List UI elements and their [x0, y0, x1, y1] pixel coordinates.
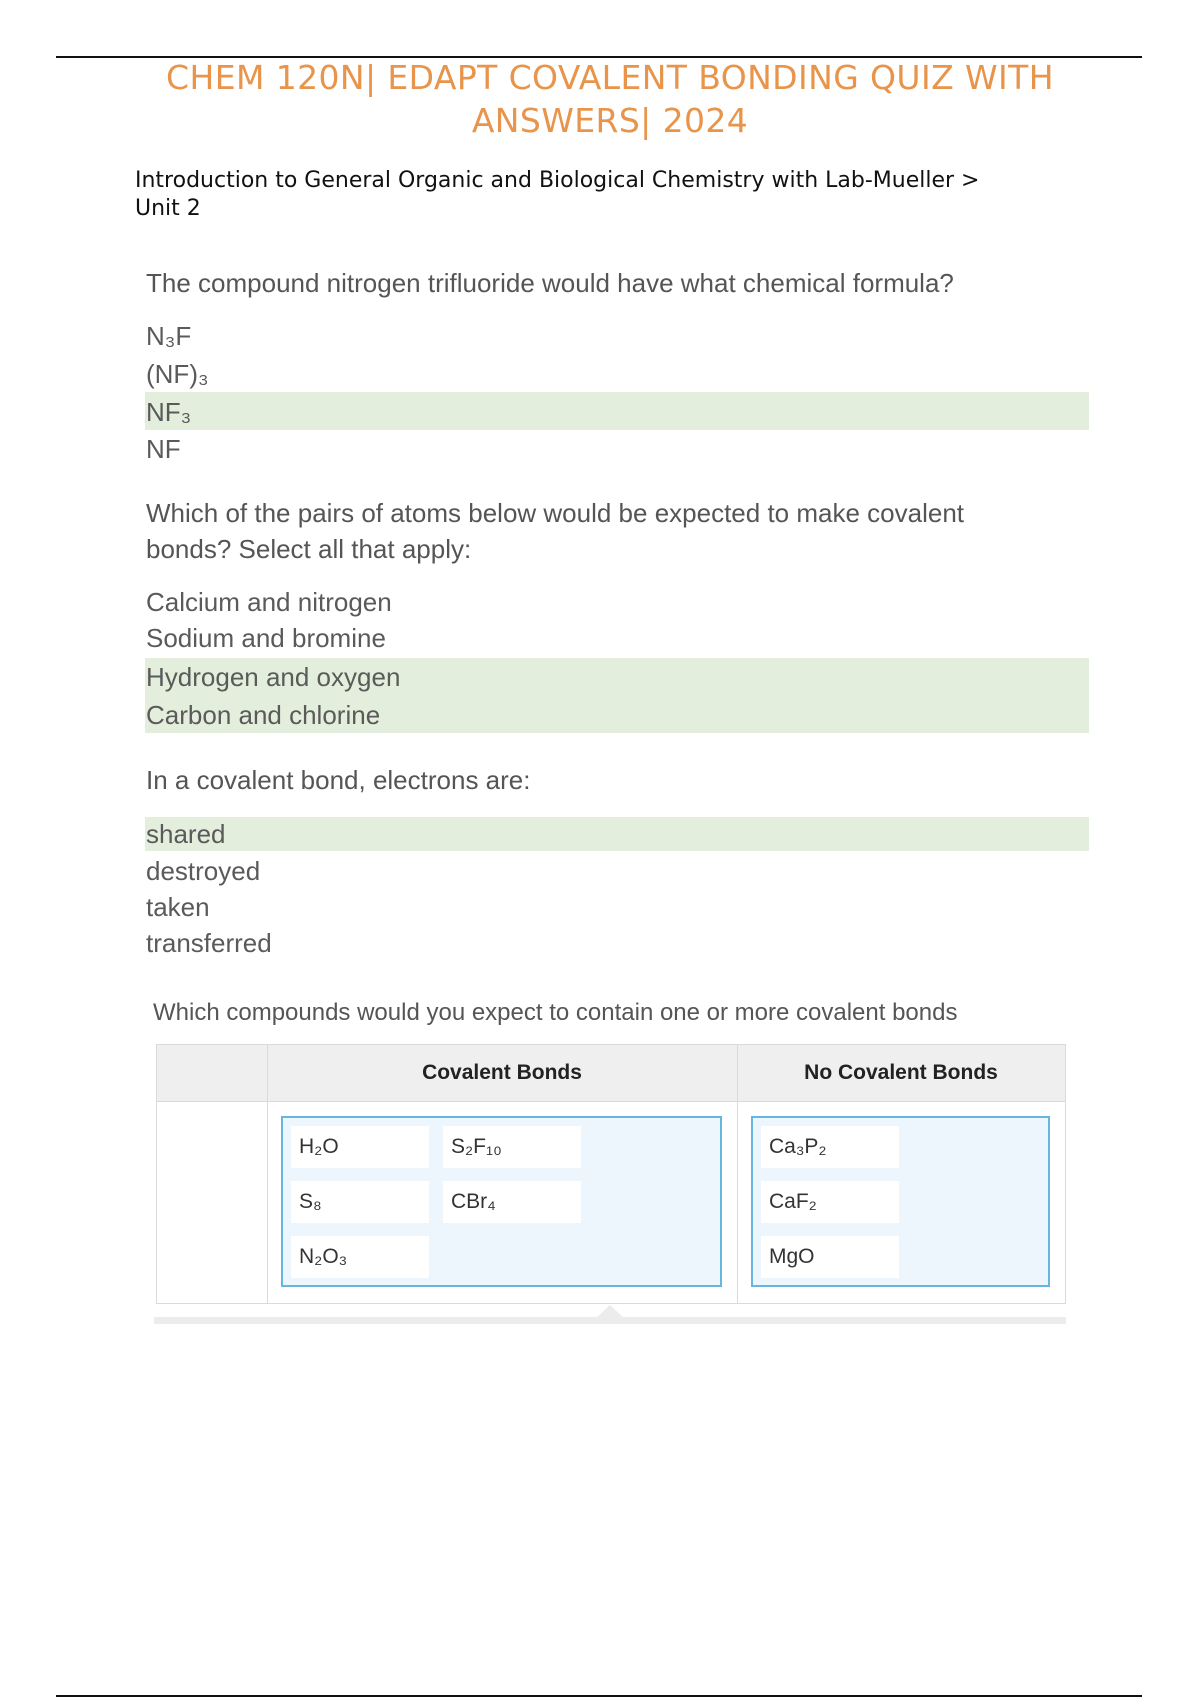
compound-chip[interactable]: CaF₂ [761, 1181, 899, 1223]
q2-option-2[interactable]: Sodium and bromine [146, 623, 386, 653]
breadcrumb-line-1: Introduction to General Organic and Biological Chemistry with Lab-Mueller > [135, 168, 980, 193]
title-line-2: ANSWERS| 2024 [471, 101, 749, 140]
breadcrumb [135, 167, 1095, 223]
question-2-line-1: Which of the pairs of atoms below would be expected to make covalent [146, 498, 964, 528]
q3-option-1[interactable]: shared [146, 819, 226, 849]
table-footer-bar [154, 1317, 1066, 1324]
no-covalent-bonds-header: No Covalent Bonds [804, 1061, 998, 1084]
compound-chip[interactable]: S₂F₁₀ [443, 1126, 581, 1168]
q2-option-3[interactable]: Hydrogen and oxygen [146, 662, 401, 692]
question-2-text [146, 495, 1086, 567]
question-1-text: The compound nitrogen trifluoride would have what chemical formula? [146, 268, 954, 298]
caret-up-icon [596, 1305, 624, 1318]
compound-chip[interactable]: H₂O [291, 1126, 429, 1168]
q2-option-4[interactable]: Carbon and chlorine [146, 700, 381, 730]
q3-option-2[interactable]: destroyed [146, 856, 261, 886]
question-3-text: In a covalent bond, electrons are: [146, 765, 531, 795]
compound-chip[interactable]: S₈ [291, 1181, 429, 1223]
covalent-dropzone[interactable] [281, 1116, 722, 1287]
q1-option-4[interactable]: NF [146, 434, 181, 464]
no-covalent-dropzone[interactable] [751, 1116, 1050, 1287]
covalent-bonds-header: Covalent Bonds [422, 1061, 582, 1084]
document-title [130, 56, 1090, 142]
q3-option-4[interactable]: transferred [146, 928, 272, 958]
question-2-line-2: bonds? Select all that apply: [146, 534, 472, 564]
q1-option-1[interactable]: N₃F [146, 321, 192, 351]
question-4-text: Which compounds would you expect to contain one or more covalent bonds [153, 999, 958, 1026]
breadcrumb-line-2: Unit 2 [135, 196, 201, 221]
compound-chip[interactable]: MgO [761, 1236, 899, 1278]
q1-option-3[interactable]: NF₃ [146, 397, 192, 427]
title-line-1: CHEM 120N| EDAPT COVALENT BONDING QUIZ WITH [166, 58, 1054, 97]
sorting-table [156, 1044, 1066, 1304]
compound-chip[interactable]: Ca₃P₂ [761, 1126, 899, 1168]
q1-option-2[interactable]: (NF)₃ [146, 359, 209, 389]
compound-chip[interactable]: CBr₄ [443, 1181, 581, 1223]
compound-chip[interactable]: N₂O₃ [291, 1236, 429, 1278]
q3-option-3[interactable]: taken [146, 892, 210, 922]
q2-option-1[interactable]: Calcium and nitrogen [146, 587, 392, 617]
bottom-rule [56, 1695, 1142, 1697]
